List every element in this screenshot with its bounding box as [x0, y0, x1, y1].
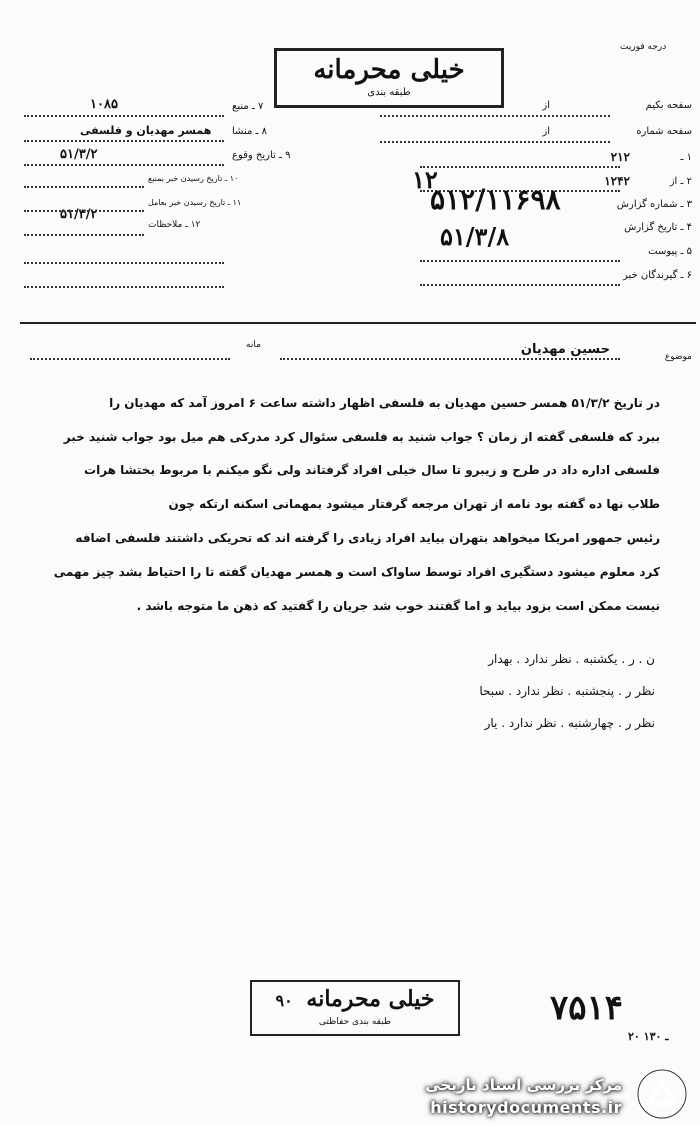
- field-label: ۸ ـ منشا: [232, 126, 268, 137]
- subject-label: موضوع: [664, 352, 692, 362]
- signature-line: ن . ر . یکشنبه . نظر ندارد . بهدار: [488, 652, 655, 666]
- body-line: نیست ممکن است بزود بیاید و اما گفتند خوب شد جریان را گفتید که ذهن ما متوجه باشد .: [136, 599, 660, 613]
- subject-note: مانه: [246, 340, 261, 350]
- dotted-rule: [24, 164, 224, 166]
- dotted-rule: [24, 140, 224, 142]
- field-label: ۵ ـ پیوست: [648, 246, 692, 257]
- dotted-rule: [24, 262, 224, 264]
- subject-rule: [280, 358, 620, 360]
- field-label: سفحه بکیم: [645, 100, 692, 111]
- priority-label: درجه فوریت: [620, 42, 667, 52]
- stamp-subtitle: طبقه بندی: [367, 87, 411, 98]
- handwritten-report-date: ۵۱/۳/۸: [440, 222, 510, 251]
- header-divider: [20, 322, 696, 324]
- dotted-rule: [420, 284, 620, 286]
- handwritten-prefix: ۱۲: [412, 165, 438, 194]
- field-value: ۲۱۲: [610, 150, 630, 164]
- field-label: ۲ ـ از: [669, 176, 692, 187]
- body-line: طلاب نها ده گفته بود نامه از تهران مرجعه گرفتار میشود بمهمانی اسکنه ارتکه چون: [168, 497, 660, 511]
- field-label: ۳ ـ شماره گزارش: [616, 199, 692, 210]
- watermark-name: مرکز بررسی اسناد تاریخی: [425, 1076, 622, 1094]
- body-line: در تاریخ ۵۱/۳/۲ همسر حسین مهدیان به فلسفی اظهار داشته ساعت ۶ امروز آمد که مهدیان را: [109, 396, 660, 410]
- watermark-url: historydocuments.ir: [430, 1098, 622, 1117]
- dotted-rule: [24, 210, 144, 212]
- field-value: ۱۲۴۲: [604, 174, 630, 188]
- footer-classification-stamp: [250, 980, 460, 1036]
- body-line: کرد معلوم میشود دستگیری افراد توسط ساواک است و همسر مهدیان گفته تا را احتیاط بشد چیز مهمی: [53, 565, 660, 579]
- dotted-rule: [380, 115, 610, 117]
- field-value: همسر مهدیان و فلسفی: [80, 124, 212, 137]
- footer-stamp-subtitle: طبقه بندی حفاظتی: [318, 1017, 392, 1027]
- dotted-rule: [420, 166, 620, 168]
- signature-line: نظر ر . چهارشنبه . نظر ندارد . یار: [484, 716, 655, 730]
- field-label: سفحه شماره: [636, 126, 692, 137]
- dotted-rule: [420, 260, 620, 262]
- dotted-rule: [24, 115, 224, 117]
- dotted-rule: [380, 141, 610, 143]
- footer-stamp-number: ۹۰: [275, 991, 293, 1010]
- body-line: رئیس جمهور امریکا میخواهد بتهران بیاید افراد زیادی را گرفته اند که تحریکی داشتند فلسفی اضافه: [75, 531, 660, 545]
- field-label: ۱ ـ: [680, 152, 692, 163]
- archive-logo-icon: [636, 1068, 688, 1120]
- body-line: ببرد که فلسفی گفته از زمان ؟ جواب شنید به فلسفی سئوال کرد مدرکی هم میل بود جواب شنید خبر: [63, 430, 660, 444]
- field-label: ۱۲ ـ ملاحظات: [148, 220, 201, 230]
- classification-stamp: [274, 48, 504, 108]
- dotted-rule: [24, 186, 144, 188]
- footer-large-number: ۷۵۱۴: [550, 988, 624, 1028]
- footer-small-code: ۲۰ ـ ۱۳۰: [628, 1030, 669, 1043]
- field-label: ۴ ـ تاریخ گزارش: [624, 222, 692, 233]
- body-line: فلسفی اداره داد در طرح و زیبرو تا سال خیلی افراد گرفتاند ولی نگو میکنم با مربوط بختشا هرات: [84, 463, 660, 477]
- field-value: ۵۱/۳/۲: [60, 207, 98, 222]
- signature-line: نظر ر . پنجشنبه . نظر ندارد . سبحا: [479, 684, 655, 698]
- field-value: از: [542, 126, 550, 137]
- dotted-rule: [24, 286, 224, 288]
- handwritten-report-number: ۵۱۲/۱۱۶۹۸: [430, 183, 561, 216]
- subject-rule: [30, 358, 230, 360]
- field-value: از: [542, 100, 550, 111]
- field-label: ۹ ـ تاریخ وقوع: [232, 150, 291, 161]
- footer-stamp-title-text: خیلی محرمانه: [306, 986, 435, 1012]
- field-label: ۱۱ ـ تاریخ رسیدن خبر بعامل: [148, 198, 242, 207]
- field-label: ۶ ـ گیرندگان خبر: [622, 270, 692, 281]
- field-value: ۱۰۸۵: [90, 97, 118, 112]
- field-label: ۱۰ ـ تاریخ رسیدن خبر بمنبع: [148, 174, 239, 183]
- subject-value: حسین مهدیان: [520, 342, 610, 357]
- dotted-rule: [24, 234, 144, 236]
- footer-stamp-title: [262, 984, 448, 1016]
- stamp-title: خیلی محرمانه: [313, 55, 465, 85]
- field-label: ۷ ـ منبع: [232, 101, 264, 112]
- field-value: ۵۱/۳/۲: [60, 147, 98, 162]
